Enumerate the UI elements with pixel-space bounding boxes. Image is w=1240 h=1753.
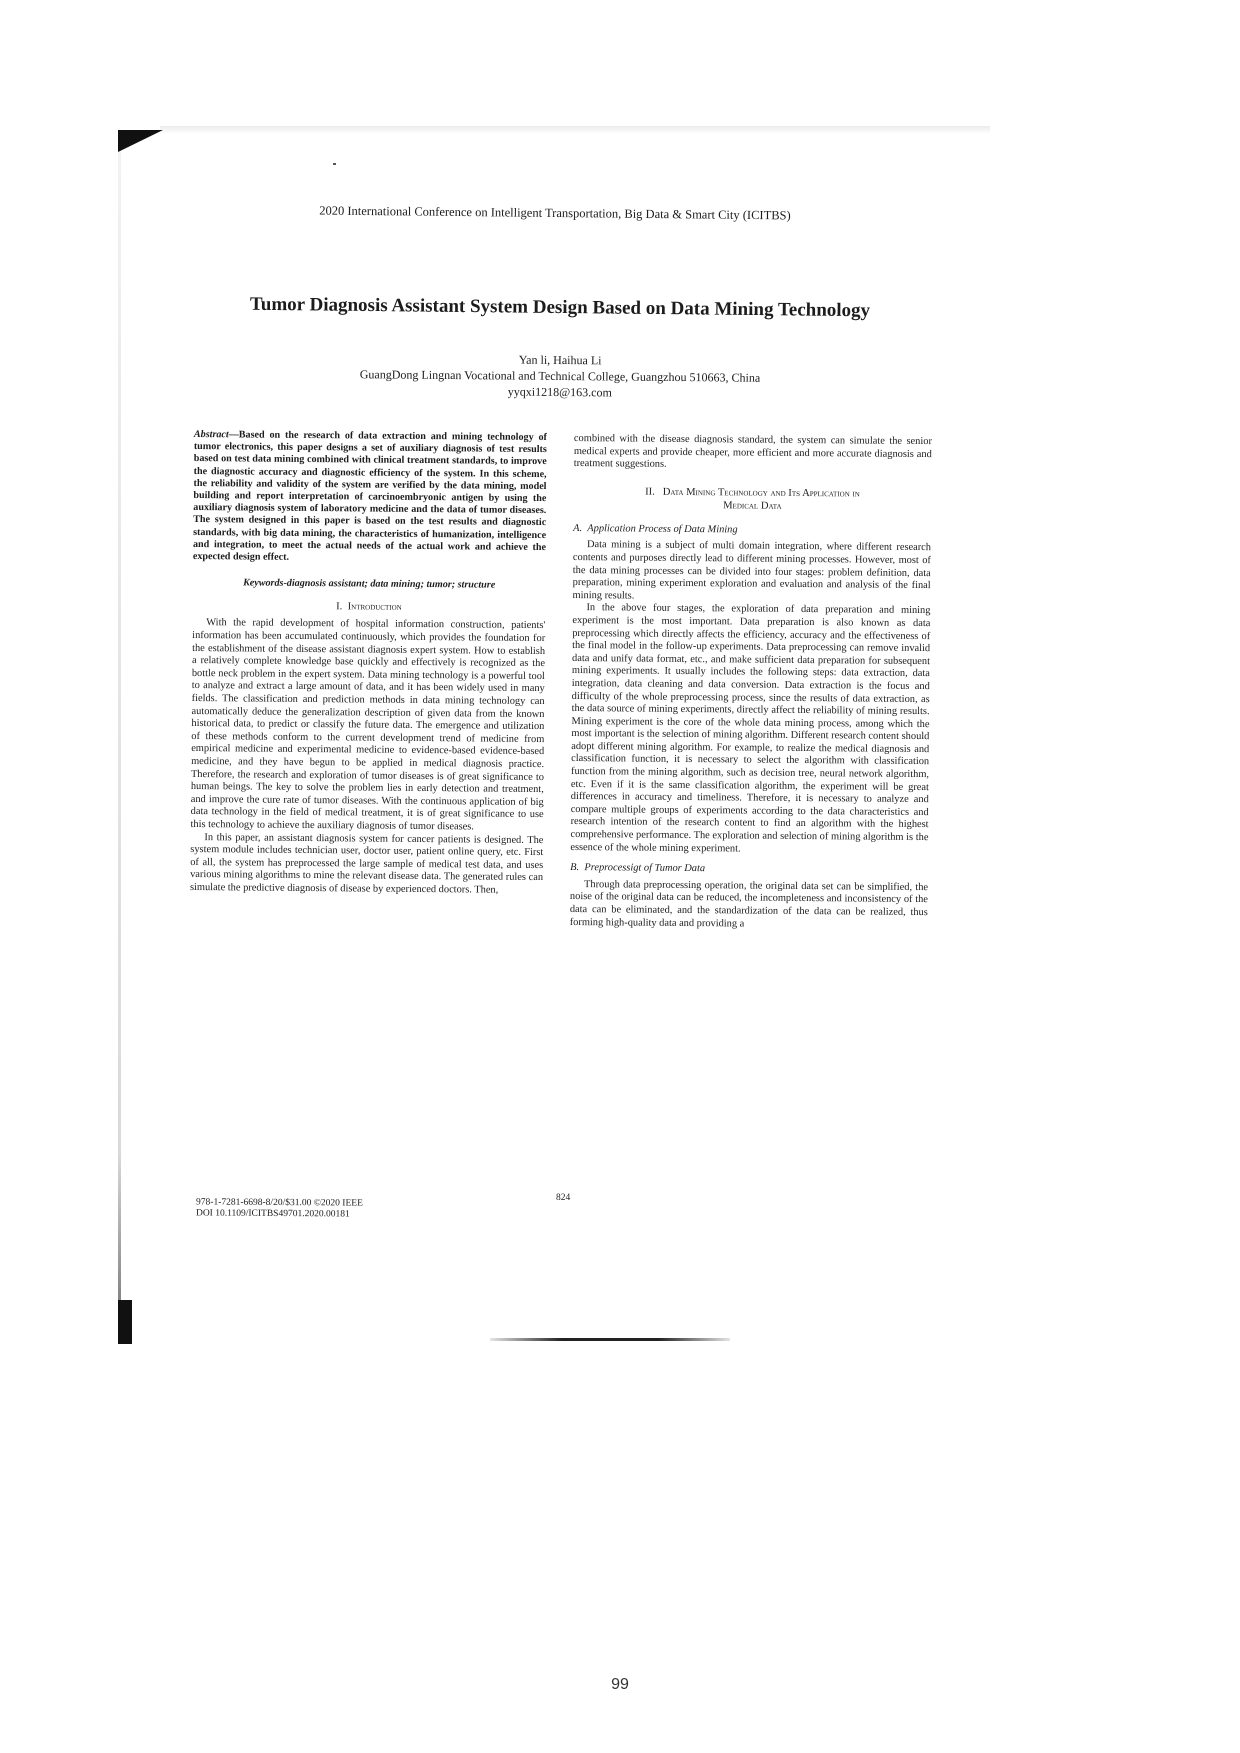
abstract — [193, 429, 547, 566]
section-heading-data-mining — [573, 485, 931, 514]
author-block — [300, 350, 820, 403]
scan-speck — [333, 163, 336, 165]
scan-edge-bar — [118, 1300, 132, 1344]
paper-title: Tumor Diagnosis Assistant System Design Based on Data Mining Technology — [249, 293, 871, 322]
footer-doi: DOI 10.1109/ICITBS49701.2020.00181 — [195, 1208, 350, 1220]
subsection-a-paragraph-2: In the above four stages, the exploration of data preparation and mining experiment is the most important. Data preparation is also known as data preprocessing which directly affects the efficiency, accuracy and the effectiveness of the final model in the follow-up experiments. Data preprocessing can remove invalid data and unify data format, etc., and make sufficient data preparation for subsequent mining experiments. It usually includes the following steps: data extraction, data integration, data cleaning and data conversion. Data extraction is the focus and difficulty of the whole preprocessing process, since the results of data extraction, as the data source of mining experiments, directly affect the reliability of mining results. Mining experiment is the core of the whole data mining process, among which the most important is the selection of mining algorithm. Different research content should adopt different mining algorithm. For example, to realize the medical diagnosis and classification function, it is necessary to select the algorithm with classification function from the mining algorithm, such as decision tree, neural network algorithm, etc. Even if it is the same classification algorithm, the experiment will be great differences in accuracy and timeliness. Therefore, it is necessary to analyze and compare multiple groups of experiments according to the data characteristics and research intention of the research content to find an algorithm with the highest comprehensive performance. The exploration and selection of mining algorithm is the essence of the whole mining experiment. — [570, 602, 931, 855]
continued-paragraph: combined with the disease diagnosis standard, the system can simulate the senior medical experts and provide cheaper, more efficient and more accurate diagnosis and treatment suggestions. — [573, 433, 932, 470]
section-number: I. — [336, 601, 343, 613]
intro-paragraph-2: In this paper, an assistant diagnosis system for cancer patients is designed. The system module includes technician user, doctor user, patient online query, etc. First of all, the system has preprocessed the large sample of medical test data, and uses various mining algorithms to mine the relevant disease data. The generated rules can simulate the predictive diagnosis of disease by experienced doctors. Then, — [189, 831, 544, 896]
author-names: Yan li, Haihua Li — [518, 352, 602, 368]
subsection-title: Application Process of Data Mining — [587, 522, 738, 536]
footer-isbn: 978-1-7281-6698-8/20/$31.00 ©2020 IEEE — [196, 1197, 363, 1209]
footer-identifiers — [196, 1197, 363, 1220]
scan-shadow — [160, 126, 990, 134]
scan-corner-mark — [118, 130, 163, 152]
scan-bottom-rule — [490, 1338, 730, 1341]
subsection-title: Preprocessigt of Tumor Data — [584, 862, 706, 875]
subsection-label: B. — [570, 862, 580, 874]
section-title-line-2: Medical Data — [723, 500, 782, 512]
author-affiliation: GuangDong Lingnan Vocational and Technical College, Guangzhou 510663, China — [359, 367, 761, 385]
page-number: 99 — [611, 1676, 629, 1693]
right-column — [570, 433, 932, 932]
subsection-heading-b — [570, 862, 928, 878]
section-title-line-1: Data Mining Technology and Its Application in — [662, 486, 860, 500]
conference-header: 2020 International Conference on Intelligent Transportation, Big Data & Smart City (ICITBS) — [319, 203, 791, 223]
left-column — [190, 429, 547, 898]
keywords: Keywords-diagnosis assistant; data mining; tumor; structure — [243, 577, 496, 591]
proceedings-page-number: 824 — [556, 1193, 571, 1203]
abstract-text: Based on the research of data extraction and mining technology of tumor electronics, this paper designs a set of auxiliary diagnosis of test results based on test data mining combined with clinical treatment standards, to improve the diagnostic accuracy and diagnostic efficiency of the system. In this scheme, the reliability and validity of the system are verified by the data mining, model building and report interpretation of carcinoembryonic antigen by using the auxiliary diagnosis system of laboratory medicine and the data of tumor diseases. The system designed in this paper is based on the test results and diagnostic standards, with big data mining, the characteristics of humanization, intelligence and integration, to meet the actual needs of the actual work and achieve the expected design effect. — [192, 429, 547, 563]
scan-left-edge — [118, 150, 121, 1330]
subsection-heading-a — [573, 523, 931, 539]
subsection-label: A. — [573, 522, 583, 534]
abstract-label: Abstract— — [193, 429, 239, 441]
author-email: yyqxi1218@163.com — [507, 384, 612, 400]
section-title: Introduction — [347, 601, 402, 613]
section-heading-introduction — [192, 600, 545, 616]
section-number: II. — [645, 486, 655, 498]
intro-paragraph-1: With the rapid development of hospital information construction, patients' information has been accumulated continuously, which provides the foundation for the establishment of the disease assistant diagnosis expert system. How to establish a relatively complete knowledge base quickly and effectively is recognized as the bottle neck problem in the expert system. Data mining technology is a powerful tool to analyze and extract a large amount of data, and it has been widely used in many fields. The classification and prediction methods in data mining technology can automatically deduce the generalization description of given data from the known historical data, to predict or classify the future data. The emergence and utilization of these methods conform to the current development trend of medicine from empirical medicine and experimental medicine to evidence-based evidence-based medicine, and they have begun to be applied in medical diagnosis practice. Therefore, the research and exploration of tumor diseases is of great significance to human beings. The key to solve the problem lies in early detection and treatment, and improve the cure rate of tumor diseases. With the continuous application of big data technology in the field of medical treatment, it is of great significance to use this technology to achieve the auxiliary diagnosis of tumor diseases. — [190, 617, 546, 833]
subsection-b-paragraph-1: Through data preprocessing operation, the original data set can be simplified, the noise of the original data can be reduced, the incompleteness and inconsistency of the data can be eliminated, and the standardization of the data can be realized, thus forming high-quality data and providing a — [569, 878, 929, 930]
subsection-a-paragraph-1: Data mining is a subject of multi domain integration, where different research contents and purposes directly lead to different mining processes. However, most of the data mining processes can be divided into four stages: problem definition, data preparation, mining experiment exploration and evaluation and analysis of the final mining results. — [572, 539, 932, 602]
